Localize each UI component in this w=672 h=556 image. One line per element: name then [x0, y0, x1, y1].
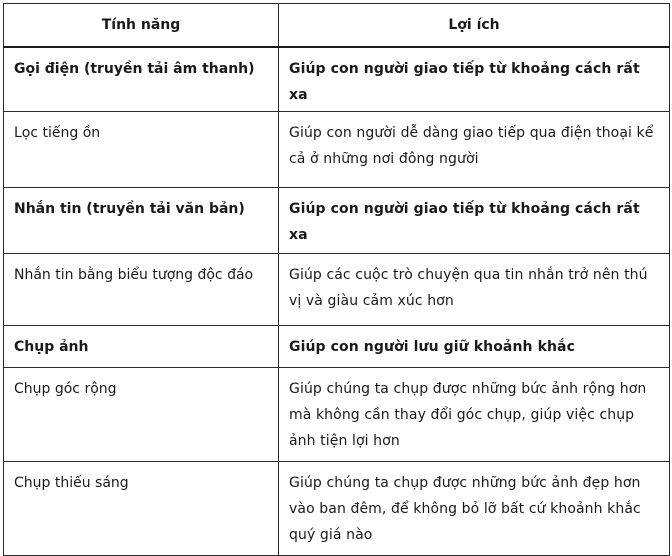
table-row — [4, 187, 670, 253]
benefit-cell: Giúp chúng ta chụp được những bức ảnh đẹp hơn vào ban đêm, để không bỏ lỡ bất cứ khoảnh khắc quý giá nào — [279, 461, 670, 555]
feature-cell: Nhắn tin (truyền tải văn bản) — [4, 187, 279, 253]
benefit-cell: Giúp con người giao tiếp từ khoảng cách rất xa — [279, 187, 670, 253]
feature-cell: Lọc tiếng ồn — [4, 111, 279, 187]
feature-cell: Nhắn tin bằng biểu tượng độc đáo — [4, 253, 279, 325]
feature-cell: Gọi điện (truyền tải âm thanh) — [4, 47, 279, 111]
table-row — [4, 111, 670, 187]
benefit-cell: Giúp chúng ta chụp được những bức ảnh rộng hơn mà không cần thay đổi góc chụp, giúp việc chụp ảnh tiện lợi hơn — [279, 367, 670, 461]
feature-cell: Chụp ảnh — [4, 325, 279, 367]
benefit-cell: Giúp con người lưu giữ khoảnh khắc — [279, 325, 670, 367]
header-feature: Tính năng — [4, 4, 279, 48]
benefit-cell: Giúp con người giao tiếp từ khoảng cách rất xa — [279, 47, 670, 111]
table-row — [4, 253, 670, 325]
table-row — [4, 461, 670, 555]
table-row — [4, 47, 670, 111]
table-row — [4, 367, 670, 461]
table-row — [4, 325, 670, 367]
table-header-row — [4, 4, 670, 48]
benefit-cell: Giúp các cuộc trò chuyện qua tin nhắn trở nên thú vị và giàu cảm xúc hơn — [279, 253, 670, 325]
feature-cell: Chụp góc rộng — [4, 367, 279, 461]
header-benefit: Lợi ích — [279, 4, 670, 48]
feature-benefit-table — [3, 3, 670, 556]
feature-cell: Chụp thiếu sáng — [4, 461, 279, 555]
benefit-cell: Giúp con người dễ dàng giao tiếp qua điện thoại kể cả ở những nơi đông người — [279, 111, 670, 187]
